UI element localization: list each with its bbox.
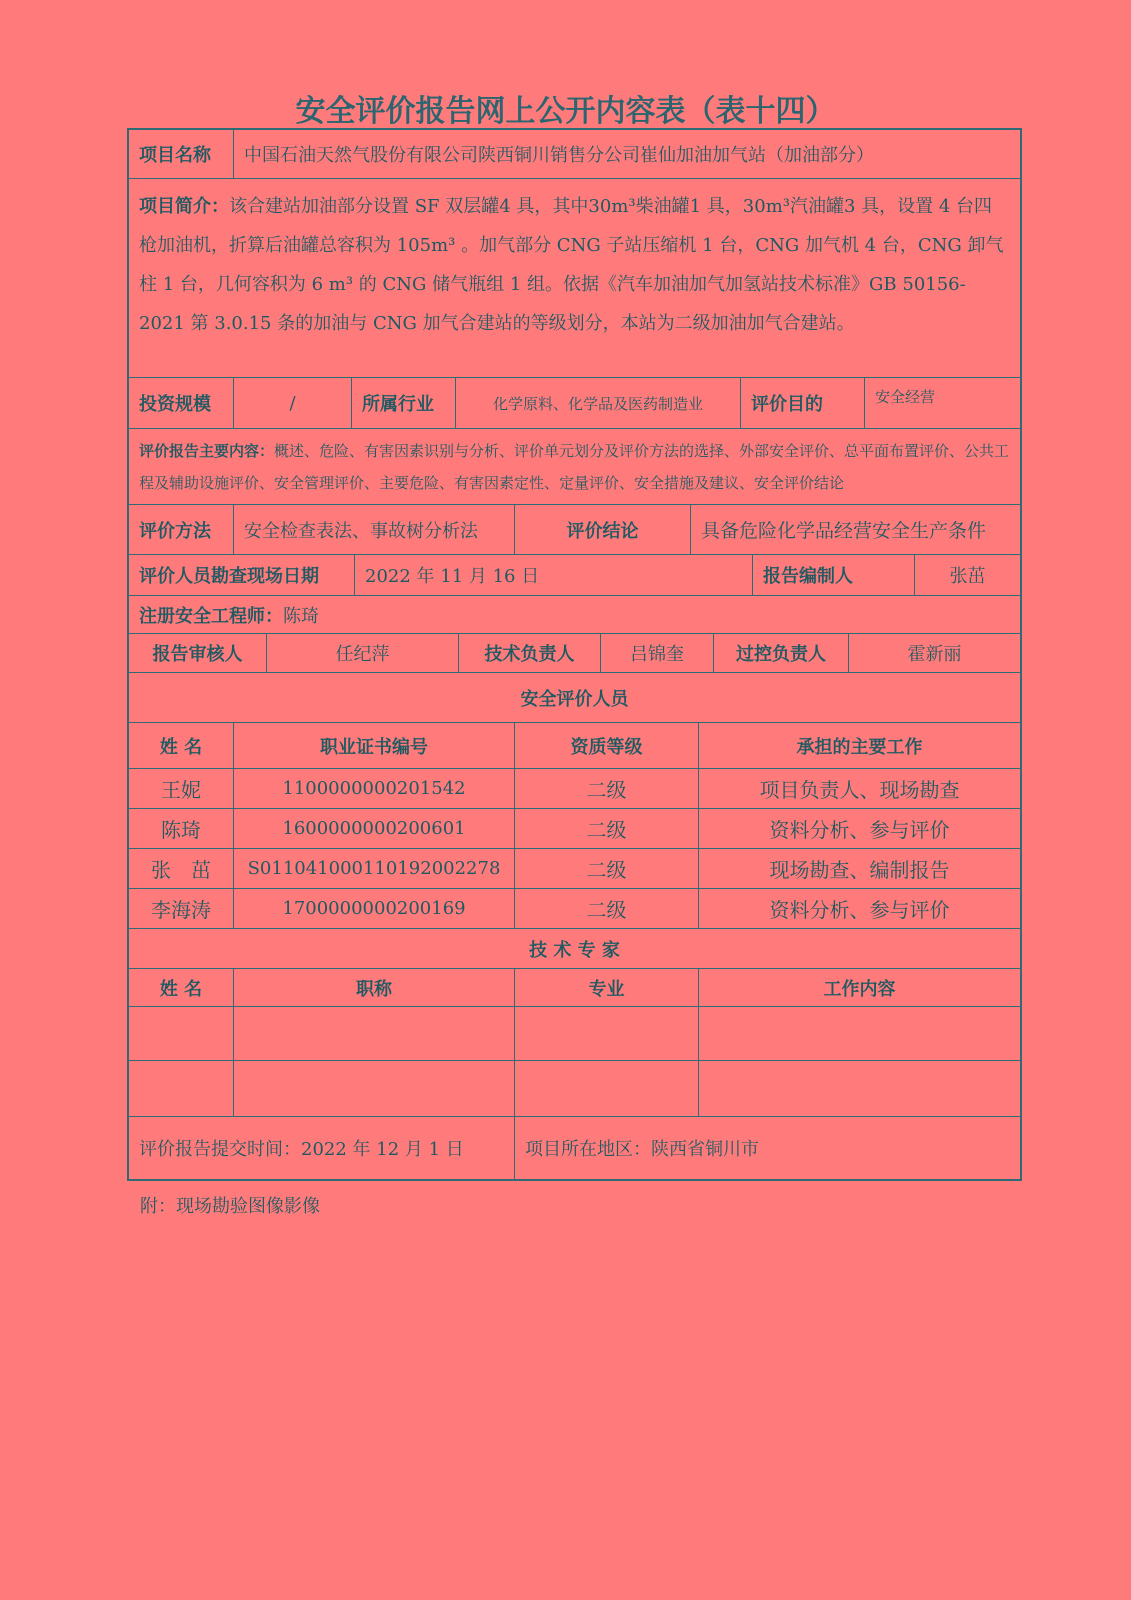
investment-row [129,377,1020,428]
experts-col-specialty: 专业 [514,969,698,1006]
main-content-row [129,428,1020,504]
conclusion-value: 具备危险化学品经营安全生产条件 [690,505,1020,554]
person-name: 陈琦 [161,818,201,842]
investment-value: / [233,378,351,428]
person-level: 二级 [514,849,698,888]
engineer-value: 陈琦 [283,605,319,627]
person-work: 资料分析、参与评价 [698,889,1020,928]
personnel-heading: 安全评价人员 [520,688,629,710]
method-row [129,504,1020,554]
purpose-value: 安全经营 [864,378,1020,428]
main-content-label: 评价报告主要内容： [139,442,275,460]
attachment-note: 附：现场勘验图像影像 [140,1196,320,1217]
purpose-label: 评价目的 [740,378,864,428]
empty-cell [129,1007,233,1060]
personnel-header-row [129,722,1020,768]
person-name: 李海涛 [151,898,211,922]
table-row [129,768,1020,808]
person-name: 张 茁 [151,858,211,882]
conclusion-label: 评价结论 [514,505,690,554]
project-intro-text: 该合建站加油部分设置 SF 双层罐4 具，其中30m³柴油罐1 具，30m³汽油罐3 具，设置 4 台四枪加油机，折算后油罐总容积为 105m³ 。加气部分 CNG 子站压缩机 1 台，CNG 加气机 4 台，CNG 卸气柱 1 台，几何容积为 6 m³ 的 CNG 储气瓶组 1 组。依据《汽车加油加气加氢站技术标准》GB 50156-2021 第 3.0.15 条的加油与 CNG 加气合建站的等级划分，本站为二级加油加气合建站。 [139,196,1004,334]
main-content-text: 概述、危险、有害因素识别与分析、评价单元划分及评价方法的选择、外部安全评价、总平面布置评价、公共工程及辅助设施评价、安全管理评价、主要危险、有害因素定性、定量评价、安全措施及建议、安全评价结论 [139,442,1010,492]
empty-cell [698,1007,1020,1060]
project-name-value: 中国石油天然气股份有限公司陕西铜川销售分公司崔仙加油加气站（加油部分） [233,130,1020,178]
project-region: 项目所在地区：陕西省铜川市 [514,1117,1020,1179]
empty-cell [698,1061,1020,1116]
industry-value: 化学原料、化学品及医药制造业 [455,378,740,428]
person-cert: S011041000110192002278 [233,849,514,888]
process-lead-value: 霍新丽 [848,634,1020,672]
compiler-value: 张茁 [914,555,1020,595]
project-intro-label: 项目简介： [139,196,229,217]
experts-heading: 技 术 专 家 [529,939,620,961]
table-row [129,888,1020,928]
tech-lead-value: 吕锦奎 [600,634,713,672]
experts-col-work: 工作内容 [698,969,1020,1006]
process-lead-label: 过控负责人 [713,634,848,672]
person-level: 二级 [514,769,698,808]
submit-time: 评价报告提交时间：2022 年 12 月 1 日 [139,1139,464,1160]
person-name: 王妮 [161,778,201,802]
engineer [129,596,1020,633]
person-cert: 1700000000200169 [233,889,514,928]
personnel-col-cert: 职业证书编号 [233,723,514,768]
empty-cell [514,1007,698,1060]
project-intro-row [129,178,1020,377]
survey-date-value: 2022 年 11 月 16 日 [354,555,752,595]
investment-label: 投资规模 [139,394,211,415]
experts-header-row [129,968,1020,1006]
person-cert: 1100000000201542 [233,769,514,808]
person-level: 二级 [514,889,698,928]
survey-row [129,554,1020,595]
survey-date-label: 评价人员勘查现场日期 [139,566,319,587]
engineer-label: 注册安全工程师： [139,605,283,627]
person-work: 项目负责人、现场勘查 [698,769,1020,808]
experts-heading-row [129,928,1020,968]
table-row [129,848,1020,888]
tech-lead-label: 技术负责人 [458,634,600,672]
personnel-heading-row [129,672,1020,722]
reviewer-row [129,633,1020,672]
experts-col-title: 职称 [233,969,514,1006]
method-value: 安全检查表法、事故树分析法 [233,505,514,554]
project-name-row [129,130,1020,178]
empty-cell [233,1061,514,1116]
expert-empty-row [129,1060,1020,1116]
experts-col-name: 姓 名 [159,978,203,1000]
empty-cell [233,1007,514,1060]
person-work: 资料分析、参与评价 [698,809,1020,848]
footer-row [129,1116,1020,1179]
personnel-col-level: 资质等级 [514,723,698,768]
engineer-row [129,595,1020,633]
empty-cell [514,1061,698,1116]
method-label: 评价方法 [139,520,211,542]
person-level: 二级 [514,809,698,848]
disclosure-table [127,128,1022,1181]
project-name-label: 项目名称 [139,145,211,166]
person-work: 现场勘查、编制报告 [698,849,1020,888]
expert-empty-row [129,1006,1020,1060]
table-row [129,808,1020,848]
empty-cell [129,1061,233,1116]
project-intro [129,179,1020,377]
compiler-label: 报告编制人 [752,555,914,595]
reviewer-label: 报告审核人 [152,644,243,665]
personnel-col-work: 承担的主要工作 [698,723,1020,768]
person-cert: 1600000000200601 [233,809,514,848]
page-title: 安全评价报告网上公开内容表（表十四） [295,94,836,129]
main-content [129,429,1020,504]
personnel-col-name: 姓 名 [159,736,203,758]
industry-label: 所属行业 [351,378,455,428]
reviewer-value: 任纪萍 [266,634,458,672]
